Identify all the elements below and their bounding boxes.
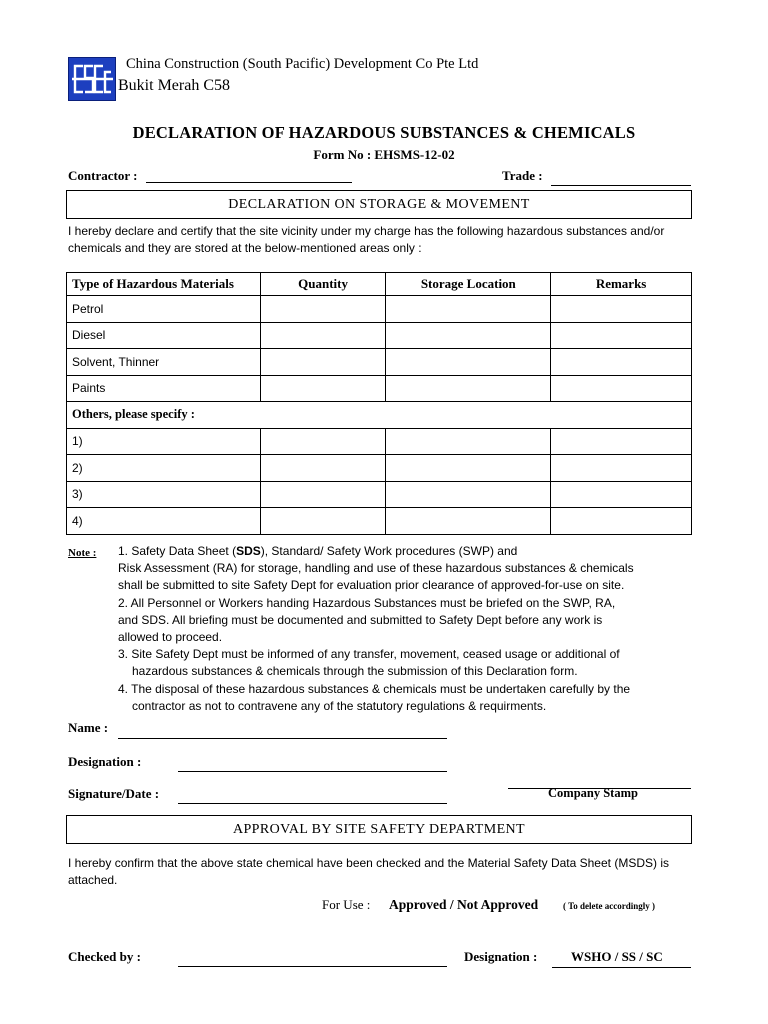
- table-row: [67, 322, 692, 349]
- quantity-cell[interactable]: [260, 428, 386, 455]
- trade-field[interactable]: [551, 185, 691, 186]
- for-use-label: For Use :: [322, 897, 371, 912]
- remarks-cell[interactable]: [551, 455, 692, 482]
- note-text: ), Standard/ Safety Work procedures (SWP) and: [260, 544, 518, 558]
- others-label: Others, please specify :: [67, 402, 692, 429]
- col-header-storage: Storage Location: [386, 273, 551, 296]
- company-logo: [68, 57, 116, 101]
- section-approval-heading: APPROVAL BY SITE SAFETY DEPARTMENT: [66, 815, 692, 844]
- designation-field[interactable]: [178, 771, 447, 772]
- note-4-line-2: contractor as not to contravene any of the statutory regulations & requirments.: [132, 698, 547, 713]
- quantity-cell[interactable]: [260, 455, 386, 482]
- quantity-cell[interactable]: [260, 296, 386, 323]
- material-paints: Paints: [67, 375, 261, 402]
- quantity-cell[interactable]: [260, 375, 386, 402]
- note-1-line-2: Risk Assessment (RA) for storage, handling and use of these hazardous substances & chemicals: [118, 561, 634, 576]
- checked-by-field[interactable]: [178, 966, 447, 967]
- others-item-3[interactable]: 3): [67, 481, 261, 508]
- storage-cell[interactable]: [386, 455, 551, 482]
- name-label: Name :: [68, 720, 109, 735]
- table-row: [67, 349, 692, 376]
- remarks-cell[interactable]: [551, 508, 692, 535]
- note-4-line-1: 4. The disposal of these hazardous substances & chemicals must be undertaken carefully by the: [118, 681, 631, 696]
- storage-cell[interactable]: [386, 375, 551, 402]
- note-3-line-2: hazardous substances & chemicals through the submission of this Declaration form.: [132, 664, 578, 679]
- material-solvent: Solvent, Thinner: [67, 349, 261, 376]
- others-item-4[interactable]: 4): [67, 508, 261, 535]
- table-row: [67, 455, 692, 482]
- notes-block: [118, 543, 698, 715]
- page-title: DECLARATION OF HAZARDOUS SUBSTANCES & CHEMICALS: [132, 123, 636, 142]
- col-header-quantity: Quantity: [260, 273, 386, 296]
- table-row: [67, 508, 692, 535]
- table-header-row: [67, 273, 692, 296]
- hazardous-materials-table: [66, 272, 692, 535]
- section-storage-heading: DECLARATION ON STORAGE & MOVEMENT: [66, 190, 692, 219]
- signature-date-field[interactable]: [178, 803, 447, 804]
- note-1-line-3: shall be submitted to site Safety Dept for evaluation prior clearance of approved-for-use on site.: [118, 578, 625, 593]
- storage-cell[interactable]: [386, 508, 551, 535]
- approval-designation-field[interactable]: [552, 967, 691, 968]
- table-row: [67, 296, 692, 323]
- approval-designation-value: WSHO / SS / SC: [571, 949, 663, 964]
- table-row: [67, 375, 692, 402]
- delete-accordingly-note: ( To delete accordingly ): [563, 901, 655, 911]
- designation-label: Designation :: [68, 754, 142, 769]
- remarks-cell[interactable]: [551, 322, 692, 349]
- approval-choice[interactable]: Approved / Not Approved: [389, 897, 539, 912]
- note-sds-bold: SDS: [236, 544, 261, 558]
- quantity-cell[interactable]: [260, 349, 386, 376]
- note-1-line-1: [118, 543, 698, 560]
- signature-date-label: Signature/Date :: [68, 786, 160, 801]
- form-number: Form No : EHSMS-12-02: [313, 147, 455, 162]
- others-row: [67, 402, 692, 429]
- approval-designation-label: Designation :: [464, 949, 538, 964]
- material-petrol: Petrol: [67, 296, 261, 323]
- storage-declaration-text: I hereby declare and certify that the site vicinity under my charge has the following hazardous substances and/or chemicals and they are stored at the below-mentioned areas only :: [68, 224, 665, 255]
- project-name: Bukit Merah C58: [118, 77, 230, 94]
- contractor-field[interactable]: [146, 182, 352, 183]
- approval-confirm-text: I hereby confirm that the above state chemical have been checked and the Material Safety Data Sheet (MSDS) is attached.: [68, 856, 669, 887]
- others-item-1[interactable]: 1): [67, 428, 261, 455]
- note-label: Note :: [68, 547, 97, 559]
- col-header-remarks: Remarks: [551, 273, 692, 296]
- checked-by-label: Checked by :: [68, 949, 141, 964]
- note-2-line-1: 2. All Personnel or Workers handing Hazardous Substances must be briefed on the SWP, RA,: [118, 595, 616, 610]
- quantity-cell[interactable]: [260, 481, 386, 508]
- remarks-cell[interactable]: [551, 428, 692, 455]
- logo-mark: [69, 58, 115, 100]
- storage-cell[interactable]: [386, 481, 551, 508]
- others-item-2[interactable]: 2): [67, 455, 261, 482]
- storage-cell[interactable]: [386, 428, 551, 455]
- trade-label: Trade :: [502, 168, 543, 183]
- remarks-cell[interactable]: [551, 481, 692, 508]
- material-diesel: Diesel: [67, 322, 261, 349]
- col-header-type: Type of Hazardous Materials: [67, 273, 261, 296]
- quantity-cell[interactable]: [260, 508, 386, 535]
- note-2-line-2: and SDS. All briefing must be documented and submitted to Safety Dept before any work is: [118, 612, 603, 627]
- name-field[interactable]: [118, 738, 447, 739]
- contractor-label: Contractor :: [68, 168, 138, 183]
- remarks-cell[interactable]: [551, 296, 692, 323]
- storage-cell[interactable]: [386, 296, 551, 323]
- company-stamp-label: Company Stamp: [548, 786, 638, 800]
- remarks-cell[interactable]: [551, 349, 692, 376]
- table-row: [67, 428, 692, 455]
- note-text: 1. Safety Data Sheet (: [118, 544, 237, 558]
- remarks-cell[interactable]: [551, 375, 692, 402]
- quantity-cell[interactable]: [260, 322, 386, 349]
- storage-cell[interactable]: [386, 322, 551, 349]
- note-2-line-3: allowed to proceed.: [118, 630, 223, 645]
- company-name: China Construction (South Pacific) Development Co Pte Ltd: [126, 56, 479, 72]
- table-row: [67, 481, 692, 508]
- note-3-line-1: 3. Site Safety Dept must be informed of any transfer, movement, ceased usage or additional of: [118, 647, 620, 662]
- storage-cell[interactable]: [386, 349, 551, 376]
